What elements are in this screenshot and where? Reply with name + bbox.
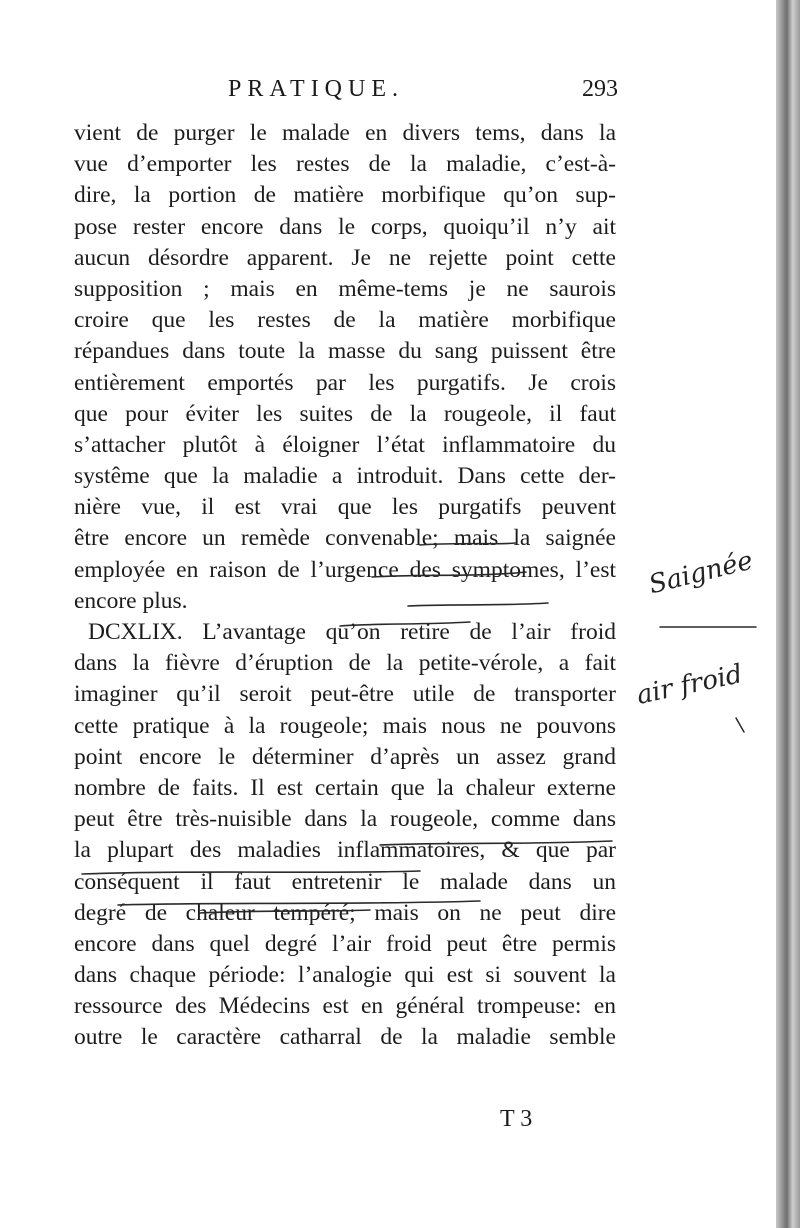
text-line: la plupart des maladies inflammatoires, & que par	[74, 837, 616, 864]
text-line: encore plus.	[74, 587, 188, 614]
text-line: vient de purger le malade en divers tems, dans la	[74, 120, 616, 146]
text-line: point encore le déterminer d’après un assez grand	[74, 743, 616, 770]
running-title: PRATIQUE.	[228, 76, 405, 102]
text-line: vue d’emporter les restes de la maladie, c’est-à-	[74, 151, 616, 178]
text-line: dire, la portion de matière morbifique qu’on sup-	[74, 182, 616, 209]
marginal-note: Saignée	[645, 545, 756, 601]
text-line: que pour éviter les suites de la rougeole, il faut	[74, 400, 616, 427]
text-line: nière vue, il est vrai que les purgatifs peuvent	[74, 494, 616, 521]
text-line: outre le caractère catharral de la maladie semble	[74, 1024, 616, 1051]
text-line: degré de chaleur tempéré; mais on ne peut dire	[74, 899, 616, 926]
text-line: employée en raison de l’urgence des symptomes, l’est	[74, 556, 616, 583]
text-line: dans la fièvre d’éruption de la petite-vérole, a fait	[74, 650, 616, 677]
text-line: pose rester encore dans le corps, quoiqu’il n’y ait	[74, 213, 616, 240]
text-line: nombre de faits. Il est certain que la chaleur externe	[74, 774, 616, 801]
text-line: supposition ; mais en même-tems je ne saurois	[74, 275, 616, 302]
marginal-note: air froid	[634, 659, 746, 711]
text-line: aucun désordre apparent. Je ne rejette point cette	[74, 244, 616, 271]
margin-tick-mark	[736, 718, 744, 732]
text-line: conséquent il faut entretenir le malade dans un	[74, 868, 616, 895]
text-line: entièrement emportés par les purgatifs. Je crois	[74, 369, 616, 396]
page-number: 293	[582, 76, 618, 102]
text-line: être encore un remède convenable; mais la saignée	[74, 525, 616, 552]
catchword: T 3	[500, 1106, 533, 1132]
text-line: encore dans quel degré l’air froid peut être permis	[74, 930, 616, 957]
text-line: imaginer qu’il seroit peut-être utile de transporter	[74, 681, 616, 708]
text-line: répandues dans toute la masse du sang puissent être	[74, 338, 616, 365]
text-line: peut être très-nuisible dans la rougeole, comme dans	[74, 806, 616, 833]
text-line: croire que les restes de la matière morbifique	[74, 307, 616, 334]
text-line: s’attacher plutôt à éloigner l’état inflammatoire du	[74, 431, 616, 458]
text-line: systême que la maladie a introduit. Dans cette der-	[74, 463, 616, 490]
text-line: dans chaque période: l’analogie qui est si souvent la	[74, 962, 616, 989]
text-line: cette pratique à la rougeole; mais nous ne pouvons	[74, 712, 616, 739]
section-heading-line: DCXLIX. L’avantage qu’on retire de l’air froid	[88, 619, 616, 645]
text-line: ressource des Médecins est en général trompeuse: en	[74, 993, 616, 1020]
